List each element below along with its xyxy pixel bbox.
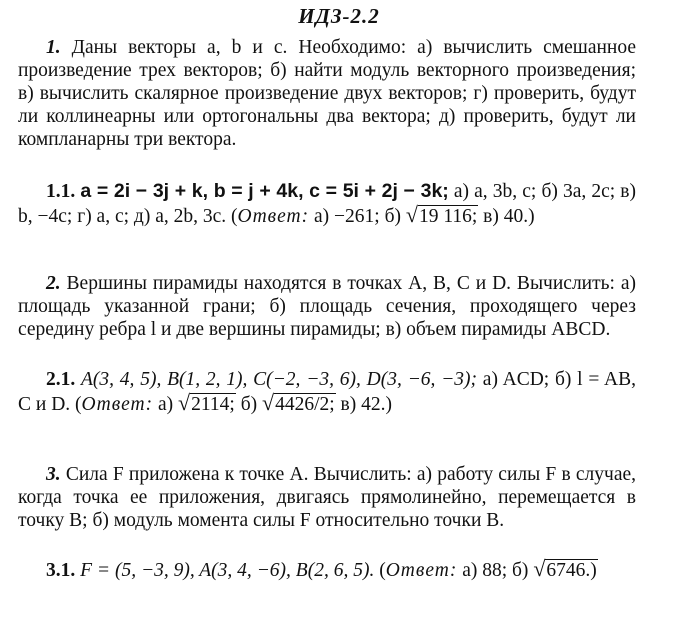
- example-1-1-vectors: a = 2i − 3j + k, b = j + 4k, c = 5i + 2j − 3k;: [80, 180, 449, 202]
- answer-a-radicand: 2114;: [191, 394, 235, 415]
- sqrt-icon: √: [405, 202, 418, 227]
- task-1: [18, 36, 636, 151]
- answer-b-prefix: б): [240, 394, 258, 415]
- answer-b-prefix: б): [512, 560, 529, 581]
- example-1-1-number: 1.1.: [46, 181, 76, 202]
- example-2-1-points: A(3, 4, 5), B(1, 2, 1), C(−2, −3, 6), D(3, −6, −3);: [81, 369, 478, 390]
- answer-label: Ответ:: [81, 394, 154, 415]
- example-2-1-parts: а) ACD; б) l = AB, C и D.: [18, 369, 636, 415]
- task-2-text: Вершины пирамиды находятся в точках A, B, C и D. Вычислить: а) площадь указанной грани; б) площадь сечения, проходящего через середину ребра l и две вершины пирамиды; в) объем пирамиды ABCD.: [18, 273, 636, 340]
- answer-label: Ответ:: [385, 560, 458, 581]
- answer-a-prefix: а): [158, 394, 174, 415]
- answer-b-radicand: 19 116;: [418, 206, 478, 227]
- example-3-1-answer: (Ответ: а) 88; б) √6746.): [379, 556, 597, 581]
- answer-b-radicand: 4426/2;: [275, 394, 335, 415]
- answer-c: в) 42.): [340, 394, 392, 415]
- task-2: [18, 272, 636, 341]
- answer-b-prefix: б): [384, 206, 401, 227]
- answer-label: Ответ:: [237, 206, 310, 227]
- example-3-1-data: F = (5, −3, 9), A(3, 4, −6), B(2, 6, 5).: [80, 560, 375, 581]
- example-2-1-answer: (Ответ: а) √2114; б) √4426/2; в) 42.): [75, 390, 392, 415]
- answer-a: а) −261;: [314, 206, 380, 227]
- example-3-1-number: 3.1.: [46, 560, 76, 581]
- sqrt-icon: √: [533, 556, 546, 581]
- example-1-1-answer: (Ответ: а) −261; б) √19 116; в) 40.): [231, 202, 535, 227]
- answer-a: а) 88;: [462, 560, 508, 581]
- task-1-number: 1.: [46, 37, 61, 58]
- example-2-1: [18, 368, 636, 416]
- sqrt-icon: √: [262, 390, 275, 415]
- page-title: ИДЗ-2.2: [298, 4, 380, 28]
- example-1-1: [18, 180, 636, 228]
- sqrt-icon: √: [178, 390, 191, 415]
- example-2-1-number: 2.1.: [46, 369, 76, 390]
- task-1-text: Даны векторы a, b и c. Необходимо: а) вычислить смешанное произведение трех векторов; б) найти модуль векторного произведения; в) вычислить скалярное произведение двух векторов; г) проверить, будут ли коллинеарны или ортогональны два вектора; д) проверить, будут ли компланарны три вектора.: [18, 37, 636, 150]
- task-3-number: 3.: [46, 464, 61, 485]
- task-2-number: 2.: [46, 273, 61, 294]
- task-3: [18, 463, 636, 532]
- task-3-text: Сила F приложена к точке A. Вычислить: а) работу силы F в случае, когда точка ее приложения, двигаясь прямолинейно, перемещается в точку B; б) модуль момента силы F относительно точки B.: [18, 464, 636, 531]
- answer-c: в) 40.): [483, 206, 535, 227]
- example-3-1: [18, 557, 636, 582]
- answer-b-radicand: 6746.): [546, 560, 597, 581]
- example-1-1-parts: а) a, 3b, c; б) 3a, 2c; в) b, −4c; г) a, c; д) a, 2b, 3c.: [18, 181, 636, 227]
